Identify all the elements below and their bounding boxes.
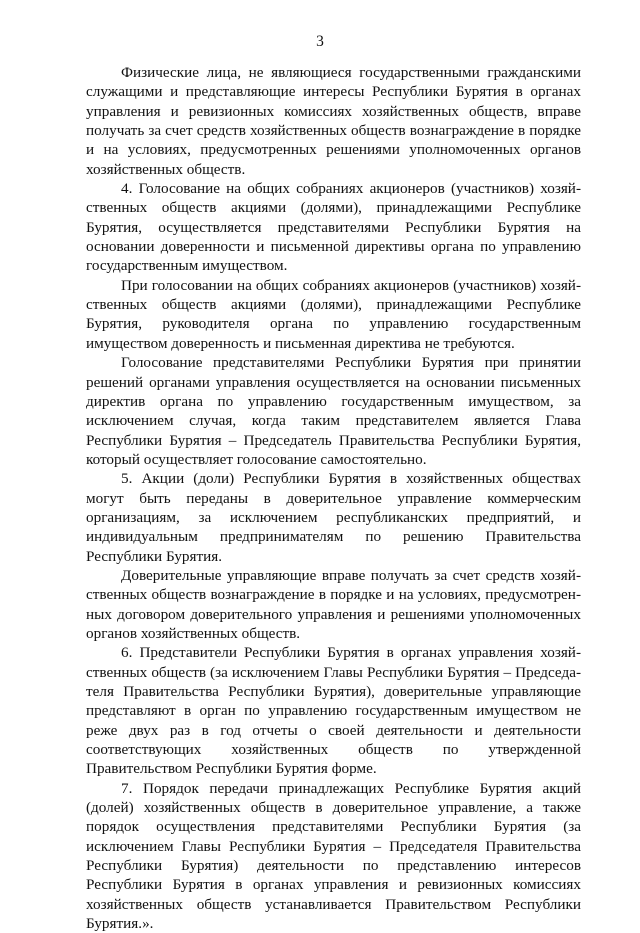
paragraph-4-voting: 4. Голосование на общих собраниях акционеров (участников) хозяйственных обществ акциями (долями), принадлежащими Республике Бурятия, осуществляется представителями Республики Бурятия на основании доверенности и письменной директивы органа по управлению государственным имуществом.	[86, 180, 581, 275]
document-body	[86, 63, 581, 933]
paragraph-6-reports: 6. Представители Республики Бурятия в органах управления хозяйственных обществ (за исключением Главы Республики Бурятия – Председателя Правительства Республики Бурятия), доверительные управляющие представляют в орган по управлению государственным имуществом не реже двух раз в год отчеты о своей деятельности и деятельности соответствующих хозяйственных обществ по утвержденной Правительством Республики Бурятия форме.	[86, 644, 581, 778]
paragraph-voting-directives: Голосование представителями Республики Бурятия при принятии решений органами управления осуществляется на основании письменных директив органа по управлению государственным имуществом, за исключением случая, когда таким представителем является Глава Республики Бурятия – Председатель Правительства Республики Бурятия, который осуществляет голосование самостоятельно.	[86, 354, 581, 468]
paragraph-5-trust-management: 5. Акции (доли) Республики Бурятия в хозяйственных обществах могут быть переданы в доверительное управление коммерческим организациям, за исключением республиканских предприятий, и индивидуальным предпринимателям по решению Правительства Республики Бурятия.	[86, 470, 581, 565]
paragraph-voting-head-exemption: При голосовании на общих собраниях акционеров (участников) хозяйственных обществ акциями (долями), принадлежащими Республике Бурятия, руководителя органа по управлению государственным имуществом доверенность и письменная директива не требуются.	[86, 276, 581, 352]
paragraph-7-procedure: 7. Порядок передачи принадлежащих Республике Бурятия акций (долей) хозяйственных обществ в доверительное управление, а также порядок осуществления представителями Республики Бурятия (за исключением Главы Республики Бурятия – Председателя Правительства Республики Бурятия) деятельности по представлению интересов Республики Бурятия в органах управления и ревизионных комиссиях хозяйственных обществ устанавливается Правительством Республики Бурятия.».	[86, 779, 581, 933]
page-number: 3	[316, 33, 324, 50]
paragraph-trustee-remuneration: Доверительные управляющие вправе получать за счет средств хозяйственных обществ вознаграждение в порядке и на условиях, предусмотренных договором доверительного управления и решениями уполномоченных органов хозяйственных обществ.	[86, 566, 581, 642]
paragraph-individuals-remuneration: Физические лица, не являющиеся государственными гражданскими служащими и представляющие интересы Республики Бурятия в органах управления и ревизионных комиссиях хозяйственных обществ, вправе получать за счет средств хозяйственных обществ вознаграждение в порядке и на условиях, предусмотренных решениями уполномоченных органов хозяйственных обществ.	[86, 64, 581, 178]
